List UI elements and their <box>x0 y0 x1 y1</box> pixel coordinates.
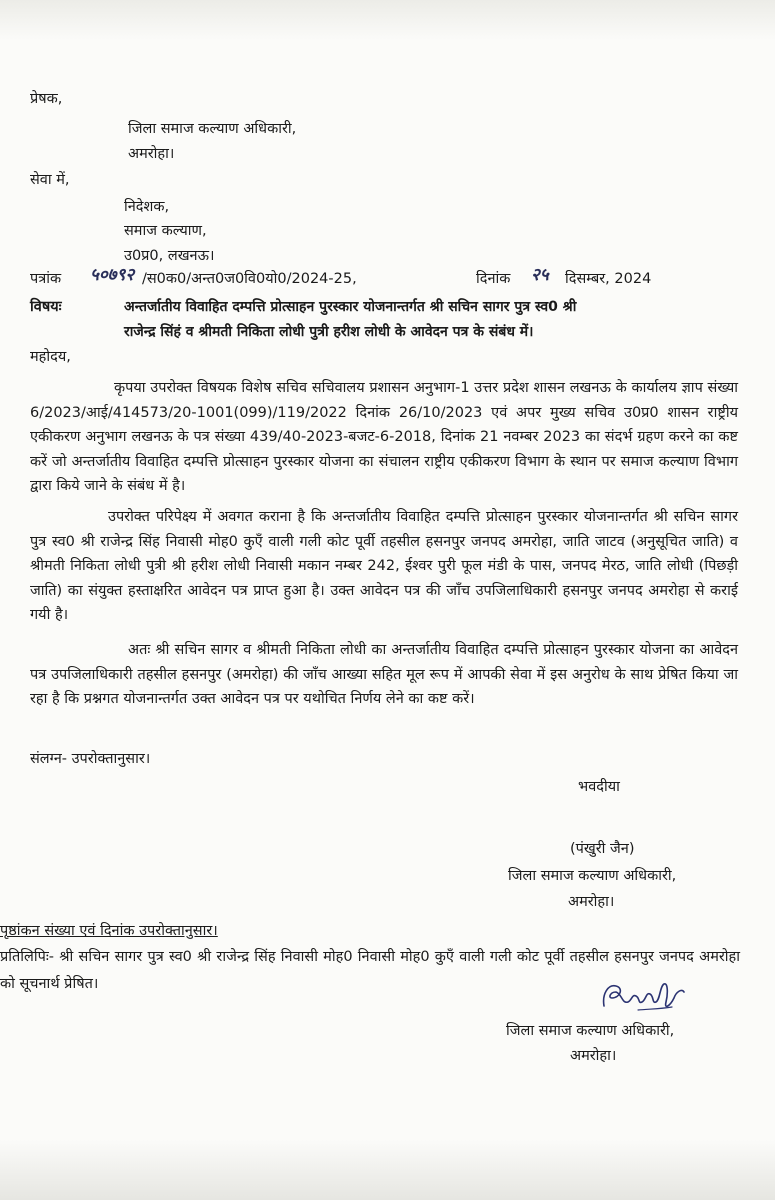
subject-line-1: अन्तर्जातीय विवाहित दम्पत्ति प्रोत्साहन पुरस्कार योजनान्तर्गत श्री सचिन सागर पुत्र स्व0 श्री <box>124 299 577 315</box>
signatory-name: (पंखुरी जैन) <box>570 841 635 857</box>
subject-line-2: राजेन्द्र सिंहं व श्रीमती निकिता लोधी पुत्री हरीश लोधी के आवेदन पत्र के संबंध में। <box>124 324 534 340</box>
body-paragraph-3: अतः श्री सचिन सागर व श्रीमती निकिता लोधी का अन्तर्जातीय विवाहित दम्पत्ति प्रोत्साहन पुरस्कार योजना का आवेदन पत्र उपजिलाधिकारी तहसील हसनपुर (अमरोहा) की जाँच आख्या सहित मूल रूप में आपकी सेवा में इस अनुरोध के साथ प्रेषित किया जा रहा है कि प्रश्नगत योजनान्तर्गत उक्त आवेदन पत्र पर यथोचित निर्णय लेने का कष्ट करें। <box>30 642 738 707</box>
endorsement-place: अमरोहा। <box>570 1048 617 1064</box>
endorsement-heading: पृष्ठांकन संख्या एवं दिनांक उपरोक्तानुसार। <box>0 923 218 939</box>
subject-label: विषयः <box>30 299 62 315</box>
sender-place: अमरोहा। <box>128 146 175 162</box>
recipient-line-3: उ0प्र0, लखनऊ। <box>124 248 215 264</box>
date-month-year: दिसम्बर, 2024 <box>565 271 652 287</box>
reference-label: पत्रांक <box>30 271 62 287</box>
body-paragraph-2: उपरोक्त परिपेक्ष्य में अवगत कराना है कि अन्तर्जातीय विवाहित दम्पत्ति प्रोत्साहन पुरस्कार योजनान्तर्गत श्री सचिन सागर पुत्र स्व0 श्री राजेन्द्र सिंह निवासी मोह0 कुएँ वाली गली कोट पूर्वी तहसील हसनपुर जनपद अमरोहा, जाति जाटव (अनुसूचित जाति) व श्रीमती निकिता लोधी पुत्री श्री हरीश लोधी निवासी मकान नम्बर 242, ईश्वर पुरी फूल मंडी के पास, जनपद मेरठ, जाति लोधी (पिछड़ी जाति) का संयुक्त हस्ताक्षरित आवेदन पत्र प्राप्त हुआ है। उक्त आवेदन पत्र की जाँच उपजिलाधिकारी हसनपुर जनपद अमरोहा से कराई गयी है। <box>30 509 738 623</box>
salutation: महोदय, <box>30 349 71 365</box>
date-label: दिनांक <box>476 271 511 287</box>
endorsement-designation: जिला समाज कल्याण अधिकारी, <box>506 1023 675 1039</box>
enclosure: संलग्न- उपरोक्तानुसार। <box>30 751 151 767</box>
recipient-line-1: निदेशक, <box>124 199 170 215</box>
closing-yours: भवदीया <box>578 779 620 795</box>
reference-code: /स0क0/अन्त0ज0वि0यो0/2024-25, <box>142 271 357 287</box>
recipient-label: सेवा में, <box>30 172 70 188</box>
date-day-handwritten: २५ <box>531 265 549 285</box>
copy-label: प्रतिलिपिः- <box>0 949 55 965</box>
reference-number-handwritten: ५०७९२ <box>90 265 135 285</box>
copy-text: श्री सचिन सागर पुत्र स्व0 श्री राजेन्द्र सिंह निवासी मोह0 निवासी मोह0 कुएँ वाली गली कोट पूर्वी तहसील हसनपुर जनपद अमरोहा को सूचनार्थ प्रेषित। <box>0 949 741 992</box>
sender-label: प्रेषक, <box>30 91 63 107</box>
signatory-designation: जिला समाज कल्याण अधिकारी, <box>508 868 677 884</box>
scan-shadow-top <box>0 0 775 40</box>
scan-shadow-bottom <box>0 1140 775 1200</box>
body-paragraph-1: कृपया उपरोक्त विषयक विशेष सचिव सचिवालय प्रशासन अनुभाग-1 उत्तर प्रदेश शासन लखनऊ के कार्यालय ज्ञाप संख्या 6/2023/आई/414573/20-1001(099)/119/2022 दिनांक 26/10/2023 एवं अपर मुख्य सचिव उ0प्र0 शासन राष्ट्रीय एकीकरण अनुभाग लखनऊ के पत्र संख्या 439/40-2023-बजट-6-2018, दिनांक 21 नवम्बर 2023 का संदर्भ ग्रहण करने का कष्ट करें जो अन्तर्जातीय विवाहित दम्पत्ति प्रोत्साहन पुरस्कार योजना का संचालन राष्ट्रीय एकीकरण विभाग के स्थान पर समाज कल्याण विभाग द्वारा किये जाने के संबंध में है। <box>30 380 738 494</box>
signatory-place: अमरोहा। <box>568 894 615 910</box>
handwritten-signature <box>598 976 690 1016</box>
recipient-line-2: समाज कल्याण, <box>124 223 207 239</box>
sender-designation: जिला समाज कल्याण अधिकारी, <box>128 121 297 137</box>
